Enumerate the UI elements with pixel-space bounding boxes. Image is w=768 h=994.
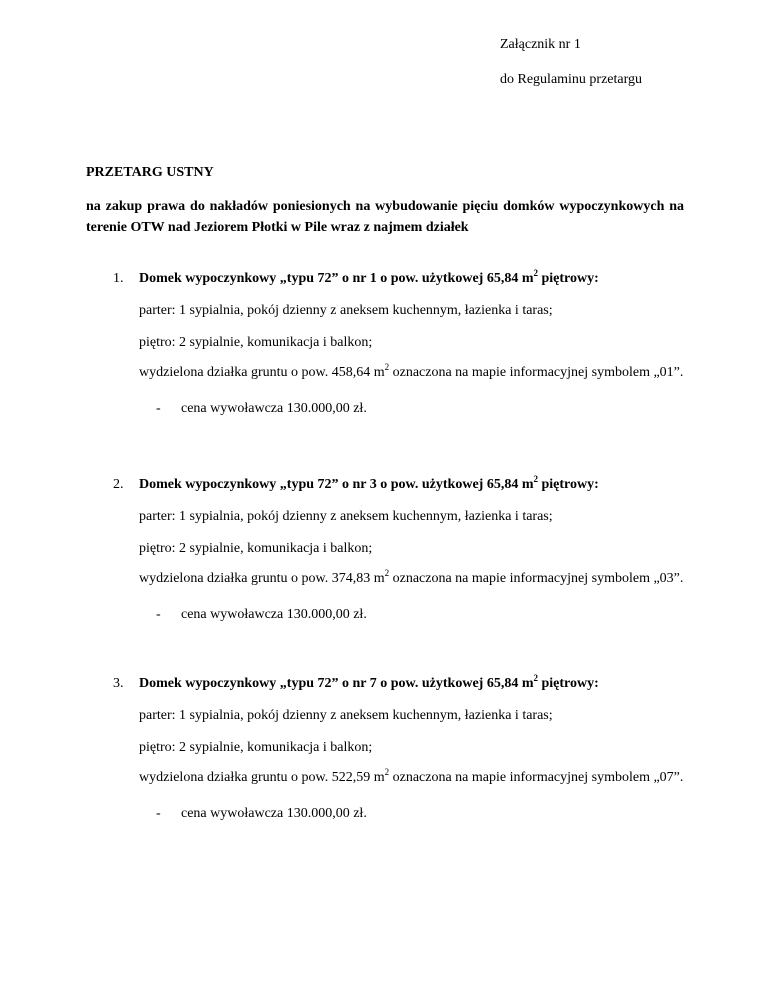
price-text: cena wywoławcza 130.000,00 zł.: [181, 806, 367, 821]
upper-floor-description: piętro: 2 sypialnie, komunikacja i balkon;: [139, 335, 373, 350]
superscript: 2: [384, 362, 390, 372]
plot-description: [139, 364, 684, 382]
upper-floor-description: piętro: 2 sypialnie, komunikacja i balkon;: [139, 541, 373, 556]
superscript: 2: [533, 268, 538, 278]
superscript: 2: [533, 474, 538, 484]
dash-bullet: -: [156, 401, 161, 416]
document-subject: na zakup prawa do nakładów poniesionych na wybudowanie pięciu domków wypoczynkowych na terenie OTW nad Jeziorem Płotki w Pile wraz z najmem działek: [86, 199, 684, 235]
item-title-text: Domek wypoczynkowy „typu 72” o nr 7 o pow. użytkowej 65,84 m: [139, 676, 534, 691]
item-title-suffix: piętrowy:: [537, 271, 599, 286]
item-title: [86, 675, 684, 693]
upper-floor-description: piętro: 2 sypialnie, komunikacja i balkon;: [139, 740, 373, 755]
starting-price: [86, 606, 684, 624]
plot-text-suffix: oznaczona na mapie informacyjnej symbolem „01”.: [389, 365, 684, 380]
document-heading: PRZETARG USTNY: [86, 165, 214, 180]
ground-floor-description: parter: 1 sypialnia, pokój dzienny z aneksem kuchennym, łazienka i taras;: [139, 303, 553, 318]
list-item: [86, 270, 684, 418]
price-text: cena wywoławcza 130.000,00 zł.: [181, 607, 367, 622]
superscript: 2: [384, 767, 390, 777]
plot-description: [139, 570, 684, 588]
superscript: 2: [384, 568, 390, 578]
plot-description: [139, 769, 684, 787]
item-title-text: Domek wypoczynkowy „typu 72” o nr 1 o pow. użytkowej 65,84 m: [139, 271, 534, 286]
dash-bullet: -: [156, 806, 161, 821]
starting-price: [86, 805, 684, 823]
item-number: 2.: [113, 477, 124, 492]
item-title: [86, 270, 684, 288]
plot-text: wydzielona działka gruntu o pow. 522,59 m: [139, 770, 385, 785]
item-title-text: Domek wypoczynkowy „typu 72” o nr 3 o pow. użytkowej 65,84 m: [139, 477, 534, 492]
plot-text-suffix: oznaczona na mapie informacyjnej symbolem „07”.: [389, 770, 684, 785]
annex-reference: do Regulaminu przetargu: [500, 72, 643, 87]
plot-text: wydzielona działka gruntu o pow. 458,64 m: [139, 365, 385, 380]
annex-number: Załącznik nr 1: [500, 37, 581, 52]
dash-bullet: -: [156, 607, 161, 622]
plot-text-suffix: oznaczona na mapie informacyjnej symbolem „03”.: [389, 571, 684, 586]
item-title-suffix: piętrowy:: [537, 477, 599, 492]
ground-floor-description: parter: 1 sypialnia, pokój dzienny z aneksem kuchennym, łazienka i taras;: [139, 708, 553, 723]
item-number: 1.: [113, 271, 124, 286]
starting-price: [86, 400, 684, 418]
list-item: [86, 476, 684, 624]
ground-floor-description: parter: 1 sypialnia, pokój dzienny z aneksem kuchennym, łazienka i taras;: [139, 509, 553, 524]
price-text: cena wywoławcza 130.000,00 zł.: [181, 401, 367, 416]
superscript: 2: [533, 673, 538, 683]
list-item: [86, 675, 684, 823]
plot-text: wydzielona działka gruntu o pow. 374,83 m: [139, 571, 385, 586]
item-title-suffix: piętrowy:: [537, 676, 599, 691]
item-title: [86, 476, 684, 494]
item-number: 3.: [113, 676, 124, 691]
